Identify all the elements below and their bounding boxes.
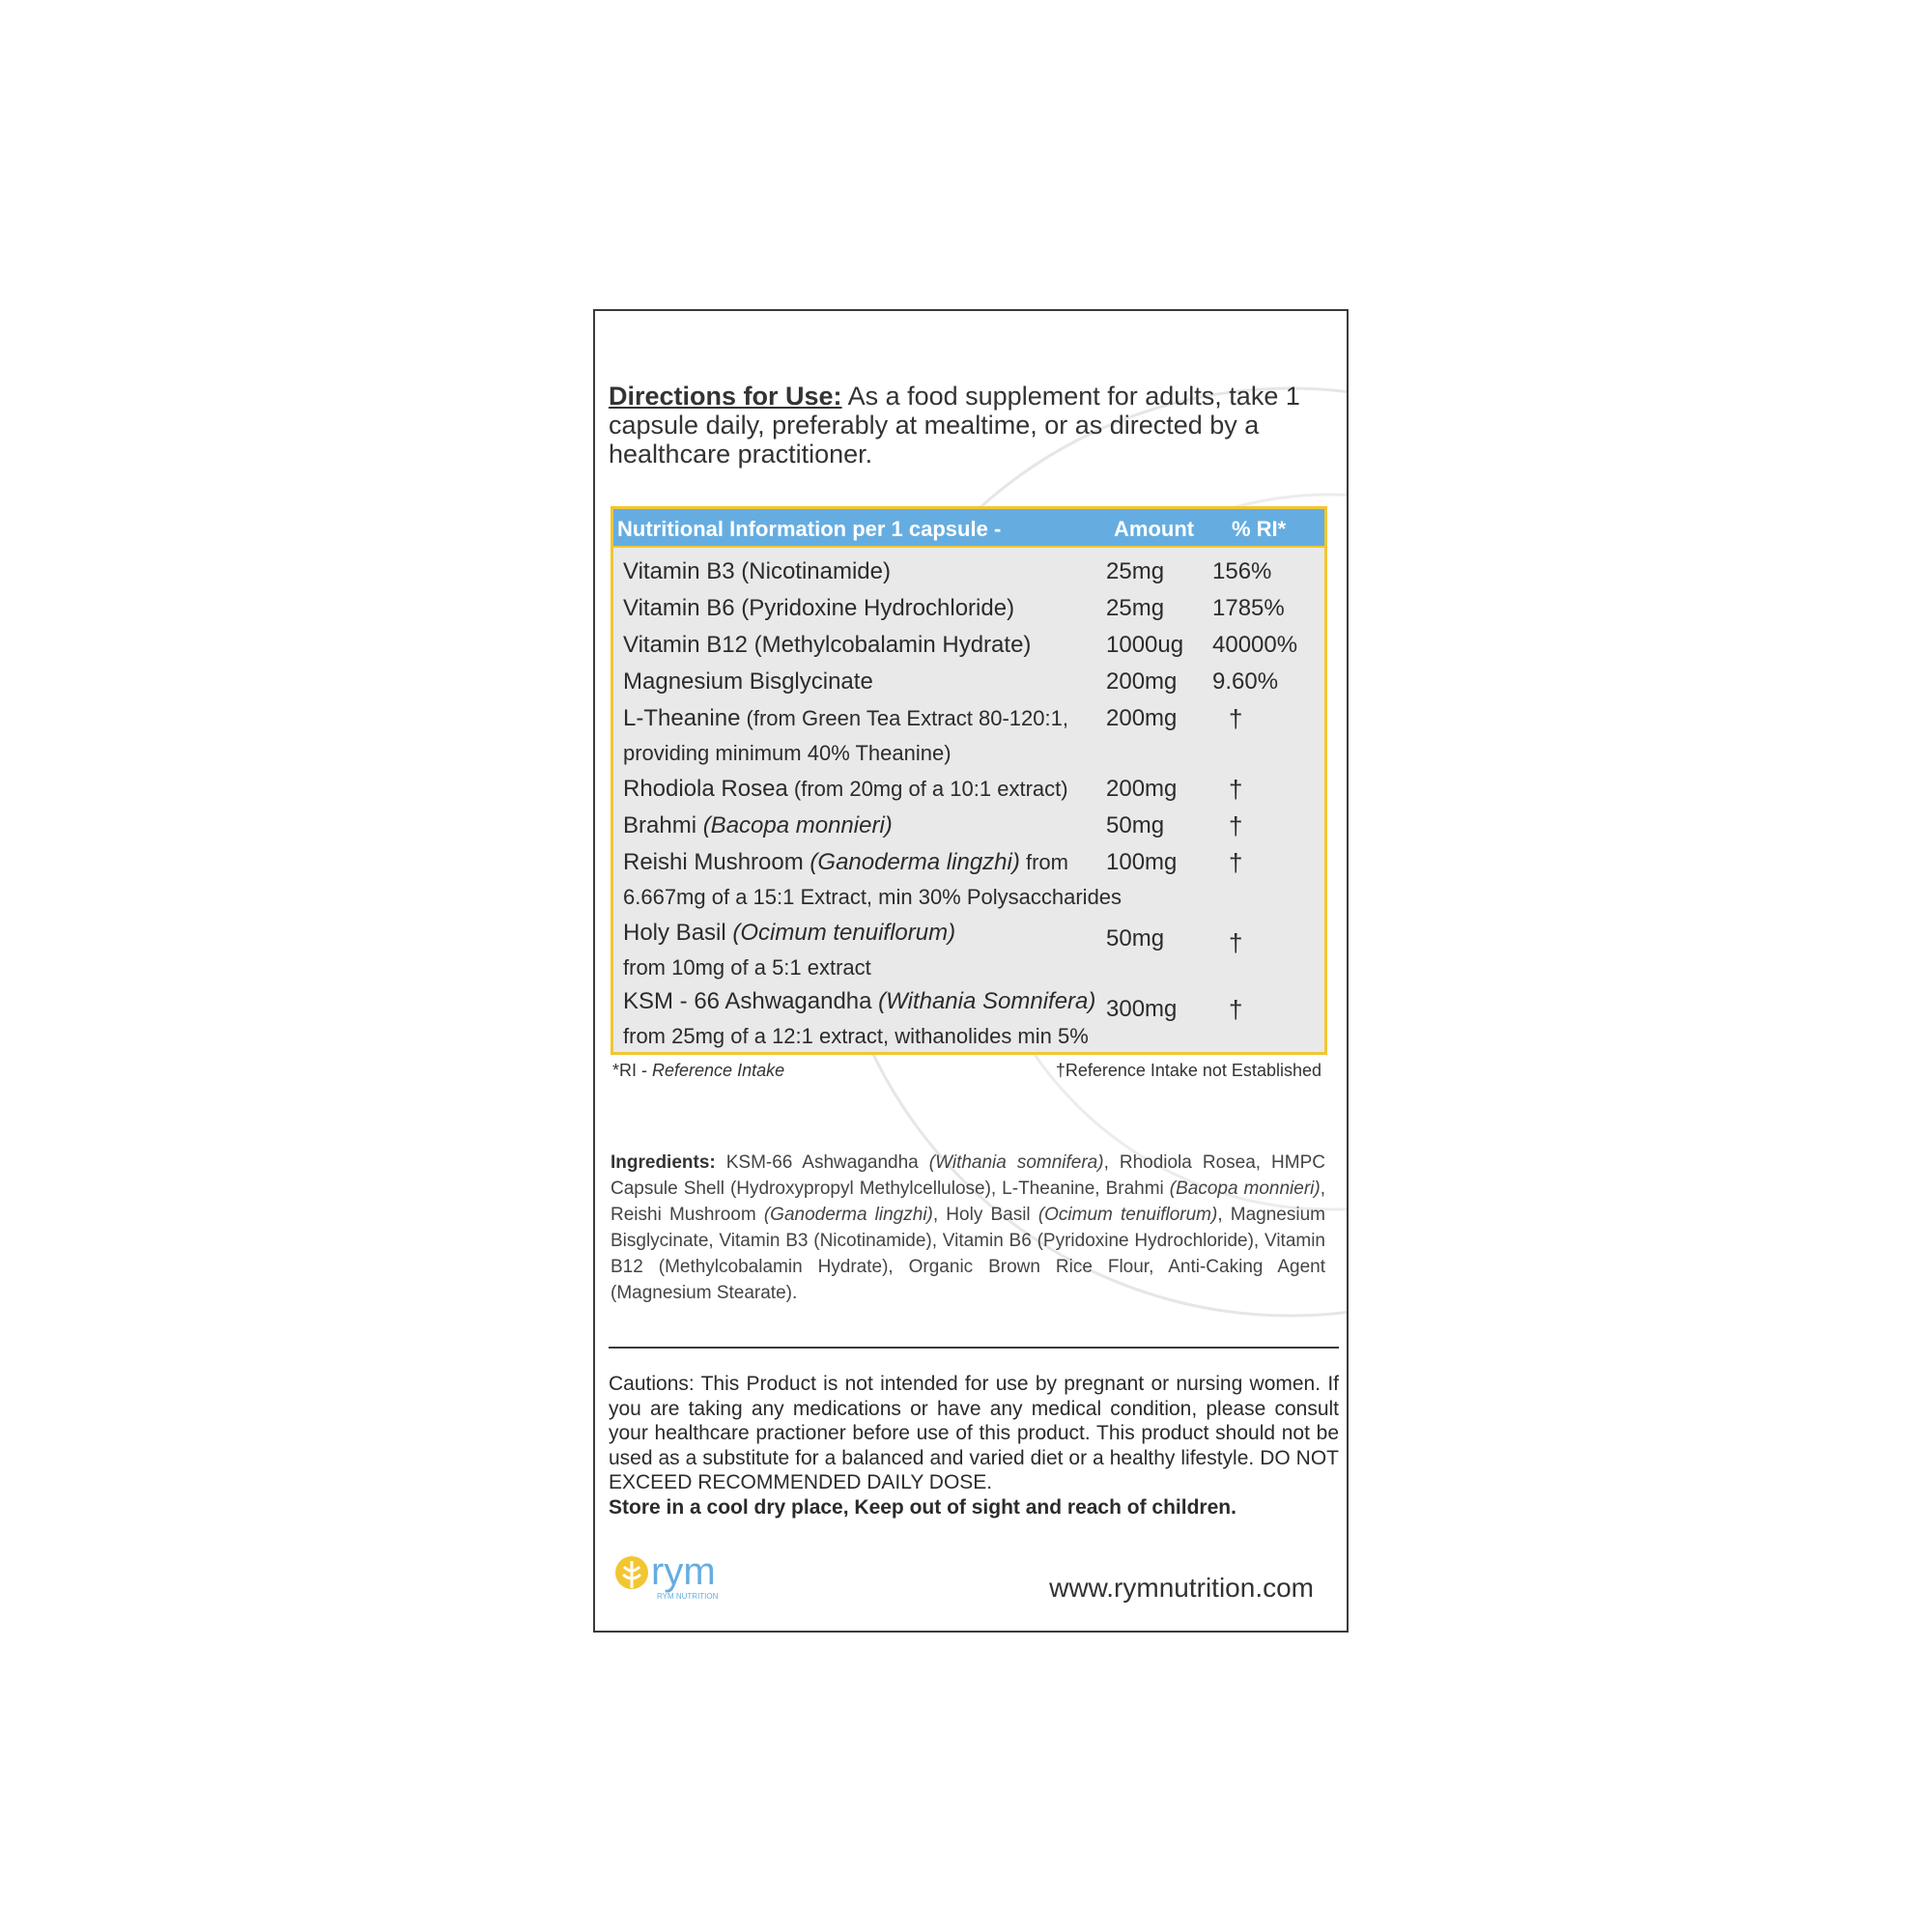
ingredient-name: Vitamin B6 (Pyridoxine Hydrochloride): [623, 595, 1015, 621]
ingredient-latin: (Bacopa monnieri): [702, 812, 893, 838]
ingredient-detail-line2: from 25mg of a 12:1 extract, withanolides min 5%: [623, 1024, 1089, 1048]
ingredient-main-name: Rhodiola Rosea: [623, 776, 788, 802]
ingredient-amount: 50mg: [1106, 925, 1165, 952]
ingredient-main-name: Brahmi: [623, 812, 703, 838]
ingredient-ri: 40000%: [1212, 632, 1298, 658]
nutrition-table: [611, 506, 1327, 1055]
ingredient-latin: (Ganoderma lingzhi): [810, 849, 1020, 875]
directions-heading: Directions for Use:: [609, 382, 842, 411]
ingredient-main-name: Holy Basil: [623, 920, 733, 946]
supplement-label-panel: [593, 309, 1349, 1633]
ingredient-main-name: L-Theanine: [623, 705, 741, 731]
ingredients-section: [611, 1150, 1325, 1306]
cautions-text: Cautions: This Product is not intended for use by pregnant or nursing women. If you are taking any medications or have any medical condition, please consult your healthcare practioner before use of this product. This product should not be used as a substitute for a balanced and varied diet or a healthy lifestyle. DO NOT EXCEED RECOMMENDED DAILY DOSE.: [609, 1373, 1339, 1493]
ingredient-name: Vitamin B3 (Nicotinamide): [623, 558, 891, 584]
ingredients-latin: (Withania somnifera): [928, 1152, 1104, 1173]
ingredient-latin: (Ocimum tenuiflorum): [732, 920, 956, 946]
ingredient-name: Magnesium Bisglycinate: [623, 668, 873, 695]
ingredient-amount: 300mg: [1106, 996, 1178, 1022]
ingredients-latin: (Bacopa monnieri): [1169, 1179, 1321, 1199]
ingredients-text: , Holy Basil: [932, 1205, 1038, 1225]
ingredient-ri: †: [1229, 928, 1243, 957]
ingredient-detail-line2: providing minimum 40% Theanine): [623, 741, 952, 765]
ingredient-detail: from: [1019, 850, 1068, 874]
ingredient-name: [623, 845, 1164, 915]
section-divider: [609, 1347, 1339, 1349]
nutrition-table-header: [613, 509, 1324, 548]
website-url: www.rymnutrition.com: [1049, 1573, 1314, 1603]
ingredient-detail-line2: 6.667mg of a 15:1 Extract, min 30% Polysaccharides: [623, 885, 1122, 909]
ingredient-ri: †: [1229, 775, 1243, 804]
directions-text: As a food supplement for adults, take 1 capsule daily, preferably at mealtime, or as directed by a healthcare practitioner.: [609, 382, 1300, 469]
ingredient-ri: †: [1229, 995, 1243, 1024]
ingredient-detail-line2: from 10mg of a 5:1 extract: [623, 955, 871, 980]
storage-warning: Store in a cool dry place, Keep out of sight and reach of children.: [609, 1495, 1236, 1519]
ingredient-name: Vitamin B12 (Methylcobalamin Hydrate): [623, 632, 1032, 658]
ingredient-ri: 156%: [1212, 558, 1272, 584]
ingredients-text: , Magnesium Bisglycinate, Vitamin B3 (Nicotinamide), Vitamin B6 (Pyridoxine Hydrochloride), Vitamin B12 (Methylcobalamin Hydrate), Organic Brown Rice Flour, Anti-Caking Agent (Magnesium Stearate).: [611, 1205, 1325, 1303]
ingredients-latin: (Ocimum tenuiflorum): [1037, 1205, 1218, 1225]
ingredient-amount: 200mg: [1106, 705, 1178, 731]
ingredient-amount: 100mg: [1106, 849, 1178, 875]
ingredient-ri: 1785%: [1212, 595, 1285, 621]
ingredient-detail: (from 20mg of a 10:1 extract): [787, 777, 1068, 801]
ri-footnote-text: Reference Intake: [652, 1061, 785, 1080]
ingredient-name: [623, 984, 1106, 1054]
dagger-footnote: †Reference Intake not Established: [1055, 1061, 1321, 1080]
ingredients-text: , Reishi Mushroom: [611, 1179, 1325, 1225]
ingredients-latin: (Ganoderma lingzhi): [763, 1205, 933, 1225]
ingredient-amount: 50mg: [1106, 812, 1165, 838]
nutrition-header-ri: % RI*: [1232, 517, 1287, 541]
ingredient-amount: 200mg: [1106, 776, 1178, 802]
ingredient-amount: 25mg: [1106, 595, 1165, 621]
ingredients-label: Ingredients:: [611, 1152, 716, 1173]
ingredients-text: , Rhodiola Rosea, HMPC Capsule Shell (Hydroxypropyl Methylcellulose), L-Theanine, Brahmi: [611, 1152, 1325, 1199]
logo-wordmark: rym: [651, 1550, 716, 1593]
ingredient-detail: (from Green Tea Extract 80-120:1,: [740, 706, 1068, 730]
nutrition-header-title: Nutritional Information per 1 capsule -: [617, 517, 1002, 541]
ingredient-amount: 25mg: [1106, 558, 1165, 584]
ingredient-amount: 1000ug: [1106, 632, 1184, 658]
logo-subtext: RYM NUTRITION: [657, 1592, 719, 1601]
ingredient-main-name: Reishi Mushroom: [623, 849, 810, 875]
ingredient-ri: †: [1229, 811, 1243, 840]
ingredient-main-name: KSM - 66 Ashwagandha: [623, 988, 879, 1014]
ingredient-name: [623, 916, 1106, 985]
ingredient-name: [623, 809, 1106, 843]
ingredient-name: [623, 772, 1106, 807]
nutrition-header-amount: Amount: [1114, 517, 1195, 541]
cautions-section: [609, 1372, 1339, 1520]
ingredients-text: KSM-66 Ashwagandha: [715, 1152, 929, 1173]
ingredient-ri: †: [1229, 848, 1243, 877]
ingredient-amount: 200mg: [1106, 668, 1178, 695]
ri-footnote: [612, 1061, 784, 1081]
ri-footnote-prefix: *RI -: [612, 1061, 653, 1080]
ingredient-ri: †: [1229, 704, 1243, 733]
ingredient-latin: (Withania Somnifera): [878, 988, 1096, 1014]
ingredient-ri: 9.60%: [1212, 668, 1279, 695]
ingredient-name: [623, 701, 1106, 771]
directions-for-use: [609, 382, 1337, 469]
rym-nutrition-logo: [612, 1546, 738, 1604]
